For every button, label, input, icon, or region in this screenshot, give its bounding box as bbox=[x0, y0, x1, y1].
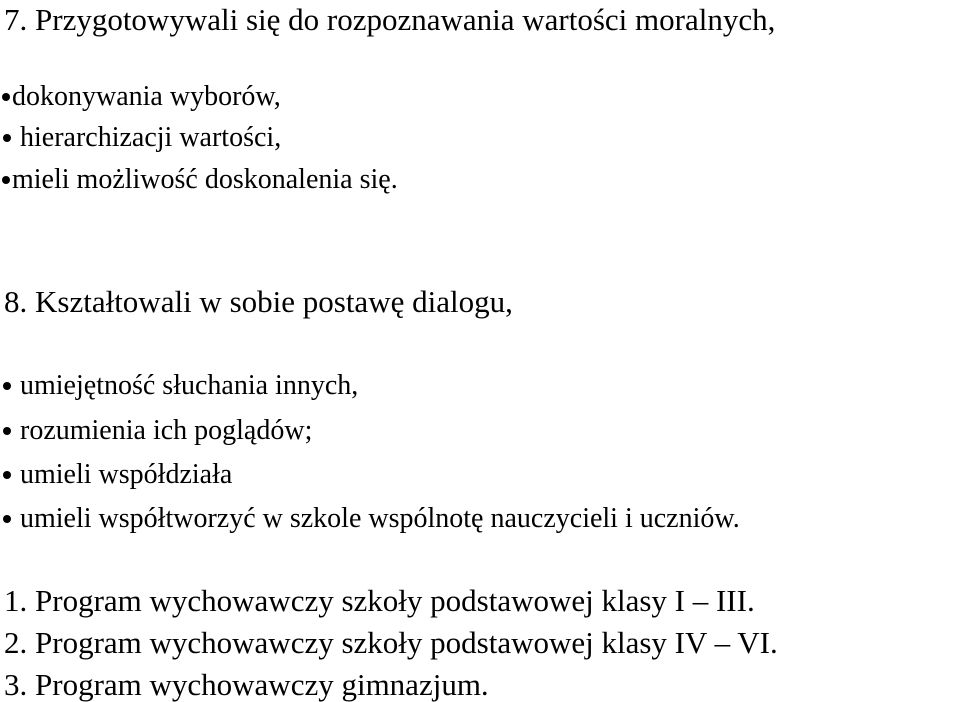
bullet-icon bbox=[3, 134, 11, 142]
section-8-item bbox=[0, 417, 312, 445]
list-item-text: umieli współtworzyć w szkole wspólnotę nauczycieli i uczniów. bbox=[20, 503, 740, 534]
bullet-icon bbox=[3, 427, 11, 435]
section-7-heading: 7. Przygotowywali się do rozpoznawania wartości moralnych, bbox=[4, 2, 776, 37]
bullet-icon bbox=[3, 515, 11, 523]
bullet-icon bbox=[2, 176, 10, 184]
section-8-item bbox=[0, 372, 358, 400]
section-8-item bbox=[0, 461, 232, 489]
section-7-item bbox=[0, 166, 398, 194]
bullet-icon bbox=[2, 93, 10, 101]
bullet-icon bbox=[3, 471, 11, 479]
bullet-icon bbox=[3, 382, 11, 390]
list-item-text: rozumienia ich poglądów; bbox=[20, 415, 313, 446]
list-item-text: mieli możliwość doskonalenia się. bbox=[12, 164, 398, 195]
program-item: 1. Program wychowawczy szkoły podstawowej klasy I – III. bbox=[4, 583, 755, 618]
program-item: 3. Program wychowawczy gimnazjum. bbox=[4, 667, 489, 702]
section-8-heading: 8. Kształtowali w sobie postawę dialogu, bbox=[4, 284, 513, 319]
program-item: 2. Program wychowawczy szkoły podstawowej klasy IV – VI. bbox=[4, 625, 778, 660]
list-item-text: dokonywania wyborów, bbox=[12, 81, 281, 112]
section-7-item bbox=[0, 124, 281, 152]
section-8-item bbox=[0, 505, 740, 533]
section-7-item bbox=[0, 83, 281, 111]
list-item-text: umieli współdziała bbox=[20, 459, 233, 490]
list-item-text: umiejętność słuchania innych, bbox=[20, 370, 359, 401]
list-item-text: hierarchizacji wartości, bbox=[20, 122, 282, 153]
